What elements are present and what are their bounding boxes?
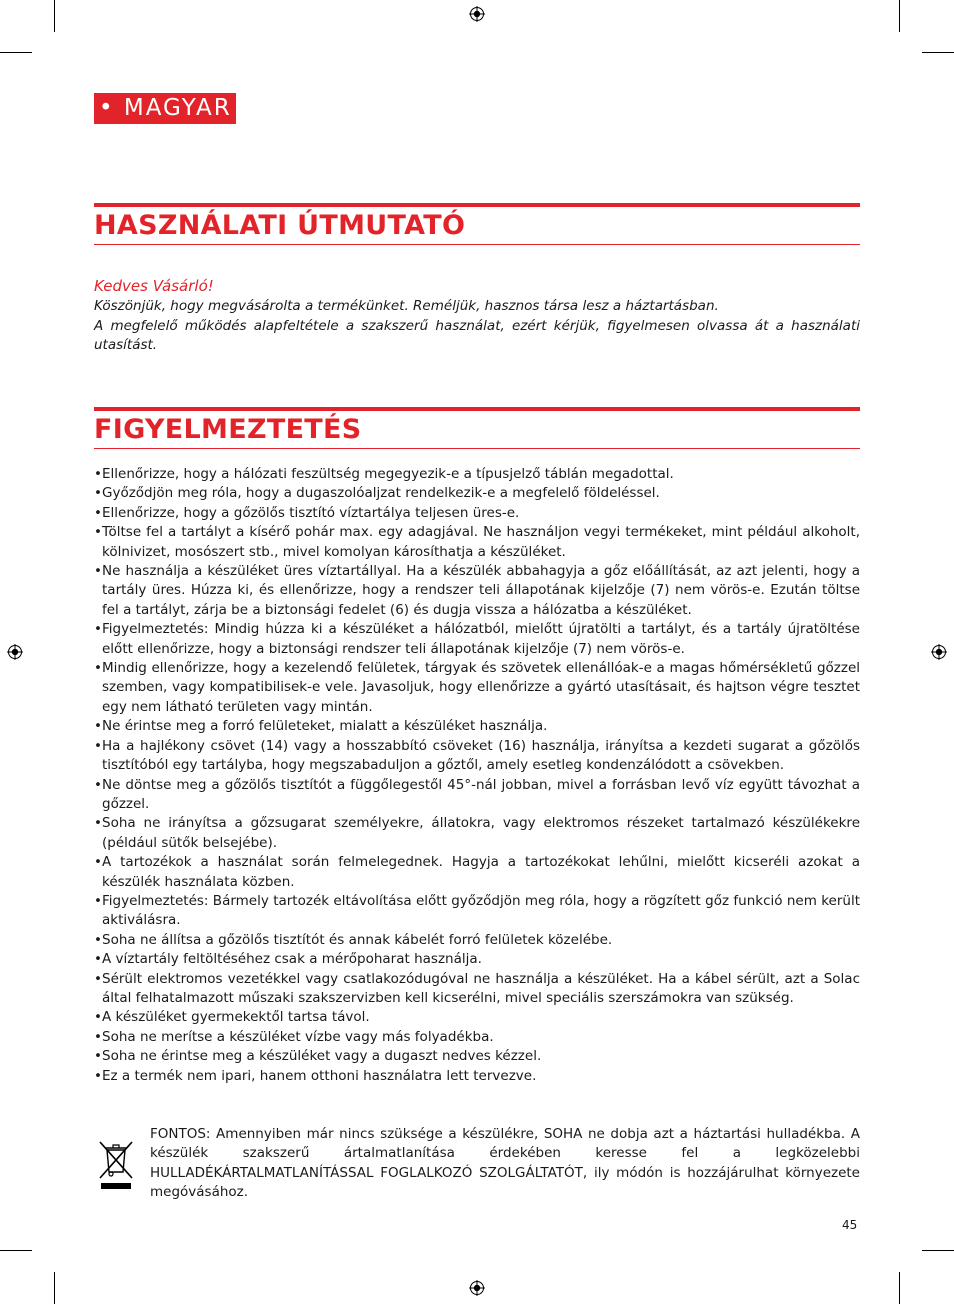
warning-text: Soha ne irányítsa a gőzsugarat személyekre, állatokra, vagy elektromos részeket tartalmazó készülékekre (például sütők belsejébe).	[102, 815, 860, 851]
warning-item	[94, 737, 860, 776]
bullet-marker: •	[94, 504, 102, 521]
warning-text: Ne használja a készüléket üres víztartállyal. Ha a készülék abbahagyja a gőz előállítását, az azt jelenti, hogy a tartály üres. Húzza ki, és ellenőrizze, hogy a rendszer teli állapotának kijelzője (7) nem vörös-e. Ezután töltse fel a tartályt, zárja be a biztonsági fedelet (6) és dugja vissza a hálózatba a készüléket.	[102, 563, 860, 618]
registration-mark-icon	[469, 6, 485, 22]
intro-paragraph: A megfelelő működés alapfeltétele a szakszerű használat, ezért kérjük, figyelmesen olvassa át a használati utasítást.	[94, 318, 860, 353]
warning-text: Figyelmeztetés: Bármely tartozék eltávolítása előtt győződjön meg róla, hogy a rögzített gőz funkció nem került aktiválásra.	[102, 892, 860, 929]
warning-item	[94, 776, 860, 815]
bullet-marker: •	[94, 815, 102, 832]
warning-item	[94, 931, 860, 950]
crop-mark	[54, 0, 55, 32]
disposal-note: FONTOS: Amennyiben már nincs szüksége a készülékre, SOHA ne dobja azt a háztartási hulladékba. A készülék szakszerű ártalmatlanítása érdekében keresse fel a legközelebbi HULLADÉKÁRTALMATLANÍTÁSSAL FOGLALKOZÓ SZOLGÁLTATÓT, ily módón is hozzájárulhat környezete megóvásához.	[150, 1126, 860, 1201]
warning-text: A készüléket gyermekektől tartsa távol.	[102, 1009, 370, 1026]
bullet-marker: •	[94, 854, 102, 871]
warning-item	[94, 717, 860, 736]
warning-item	[94, 484, 860, 503]
registration-mark-icon	[7, 644, 23, 660]
bullet-marker: •	[94, 660, 102, 677]
bullet-marker: •	[94, 737, 102, 754]
bullet-marker: •	[94, 485, 102, 502]
greeting: Kedves Vásárló!	[94, 277, 214, 295]
crop-mark	[54, 1272, 55, 1304]
warning-item	[94, 1028, 860, 1047]
bullet-marker: •	[94, 951, 102, 968]
bullet-marker: •	[94, 1067, 102, 1084]
section-rule-bottom	[94, 244, 860, 245]
bullet-marker: •	[94, 621, 102, 638]
crossed-out-wheelie-bin-icon	[98, 1138, 134, 1190]
crop-mark	[899, 0, 900, 32]
warning-text: Győződjön meg róla, hogy a dugaszolóaljzat rendelkezik-e a megfelelő földeléssel.	[102, 485, 660, 502]
bullet-marker: •	[94, 563, 102, 580]
warning-text: Figyelmeztetés: Mindig húzza ki a készüléket a hálózatból, mielőtt újratölti a tartályt, és a tartály újratöltése előtt ellenőrizze, hogy a biztonsági rendszer teli állapotának kijelzője (7) nem vörös-e.	[102, 621, 860, 657]
warning-text: Ellenőrizze, hogy a hálózati feszültség megegyezik-e a típusjelző táblán megadottal.	[102, 466, 674, 482]
bullet-marker: •	[94, 466, 102, 482]
bullet-marker: •	[94, 524, 102, 541]
crop-mark	[0, 52, 32, 53]
warning-text: Soha ne merítse a készüléket vízbe vagy más folyadékba.	[102, 1028, 494, 1045]
bullet-marker: •	[94, 931, 102, 948]
registration-mark-icon	[469, 1280, 485, 1296]
warning-text: Ne érintse meg a forró felületeket, mialatt a készüléket használja.	[102, 718, 548, 735]
page-number: 45	[842, 1218, 858, 1232]
warning-item	[94, 853, 860, 892]
crop-mark	[899, 1272, 900, 1304]
warning-text: Töltse fel a tartályt a kísérő pohár max. egy adagjával. Ne használjon vegyi termékeket, mint például alkoholt, kölnivizet, mosószert stb., mivel komolyan károsíthatja a készüléket.	[102, 524, 860, 560]
warning-text: Ne döntse meg a gőzölős tisztítót a függőlegestől 45°-nál jobban, mivel a forrásban levő víz együtt távozhat a gőzzel.	[102, 776, 860, 812]
warning-item	[94, 1067, 860, 1086]
warning-item	[94, 562, 860, 620]
warning-item	[94, 950, 860, 969]
warnings-list	[94, 465, 860, 1086]
bullet-marker: •	[94, 776, 102, 793]
warnings-title: FIGYELMEZTETÉS	[94, 414, 362, 445]
bullet-marker: •	[94, 718, 102, 735]
registration-mark-icon	[931, 644, 947, 660]
warning-text: Ellenőrizze, hogy a gőzölős tisztító víztartálya teljesen üres-e.	[102, 504, 520, 521]
warning-item	[94, 814, 860, 853]
warning-item	[94, 659, 860, 717]
bullet-marker: •	[94, 892, 102, 909]
warning-item	[94, 620, 860, 659]
warning-text: Soha ne érintse meg a készüléket vagy a dugaszt nedves kézzel.	[102, 1048, 542, 1065]
bullet-marker: •	[94, 1009, 102, 1026]
warning-item	[94, 465, 860, 484]
warning-item	[94, 1047, 860, 1066]
warning-text: Mindig ellenőrizze, hogy a kezelendő felületek, tárgyak és szövetek ellenállóak-e a magas hőmérsékletű gőzzel szemben, vagy kompatibilisek-e vele. Javasoljuk, hogy ellenőrizze a gyártó utasításait, és hajtson végre tesztet egy nem látható területen vagy mintán.	[102, 660, 860, 715]
warning-item	[94, 523, 860, 562]
warning-text: Ez a termék nem ipari, hanem otthoni használatra lett tervezve.	[102, 1067, 537, 1084]
warning-item	[94, 1008, 860, 1027]
language-badge: • MAGYAR	[94, 93, 236, 124]
bullet-marker: •	[94, 1048, 102, 1065]
warning-text: A tartozékok a használat során felmelegednek. Hagyja a tartozékokat lehűlni, mielőtt kicseréli azokat a készülék használata közben.	[102, 854, 860, 890]
warning-item	[94, 892, 860, 931]
section-rule-top	[94, 407, 860, 411]
instructions-title: HASZNÁLATI ÚTMUTATÓ	[94, 210, 466, 241]
crop-mark	[0, 1250, 32, 1251]
intro-paragraph: Köszönjük, hogy megvásárolta a termékünket. Reméljük, hasznos társa lesz a háztartásban.	[94, 298, 719, 314]
warning-text: Soha ne állítsa a gőzölős tisztítót és annak kábelét forró felületek közelébe.	[102, 931, 613, 948]
warning-text: Ha a hajlékony csövet (14) vagy a hosszabbító csöveket (16) használja, irányítsa a kezdeti sugarat a gőzölős tisztítóból egy tartályba, hogy megszabaduljon a gőztől, amely esetleg kondenzálódott a csövekben.	[102, 737, 860, 774]
warning-item	[94, 504, 860, 523]
warning-text: A víztartály feltöltéséhez csak a mérőpoharat használja.	[102, 951, 482, 968]
crop-mark	[922, 52, 954, 53]
crop-mark	[922, 1250, 954, 1251]
warning-text: Sérült elektromos vezetékkel vagy csatlakozódugóval ne használja a készüléket. Ha a kábel sérült, azt a Solac által felhatalmazott műszaki szakszervizben kell kicserélni, mivel speciális szerszámokra van szükség.	[102, 970, 860, 1006]
section-rule-bottom	[94, 448, 860, 449]
section-rule-top	[94, 203, 860, 207]
warning-item	[94, 970, 860, 1009]
bullet-marker: •	[94, 970, 102, 987]
bullet-marker: •	[94, 1028, 102, 1045]
